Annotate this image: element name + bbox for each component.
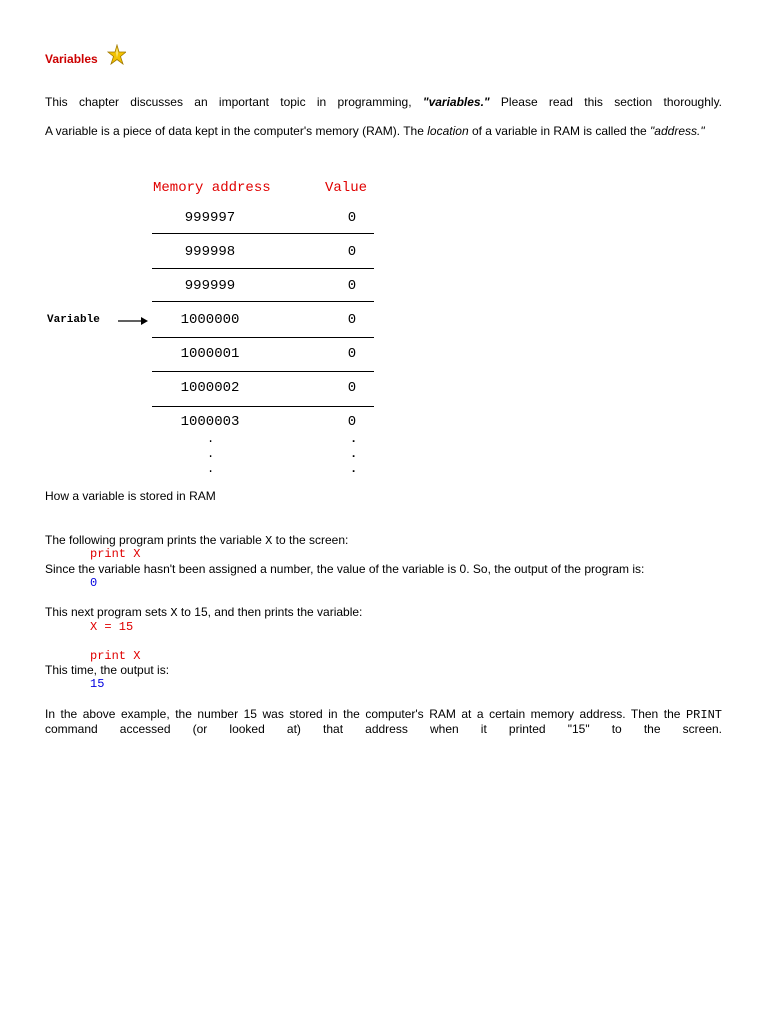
example2-explanation: This time, the output is: (45, 663, 170, 677)
variable-label: Variable (47, 314, 100, 326)
continuation-dot: . (350, 447, 358, 461)
header-value: Value (325, 180, 368, 196)
table-row-value: 0 (347, 380, 357, 396)
definition-text-2: of a variable in RAM is called the (468, 124, 651, 138)
conclusion-paragraph (45, 707, 722, 736)
table-row-address: 999998 (184, 244, 236, 260)
table-row-value: 0 (347, 346, 357, 362)
example1-explanation: Since the variable hasn't been assigned a number, the value of the variable is 0. So, the output of the program is: (45, 562, 645, 576)
table-divider (152, 233, 374, 234)
definition-text: A variable is a piece of data kept in the computer's memory (RAM). The (45, 124, 428, 138)
table-row-value: 0 (347, 312, 357, 328)
table-row-address: 999999 (184, 278, 236, 294)
continuation-dot: . (207, 447, 215, 461)
example2-output: 15 (90, 677, 105, 691)
definition-paragraph (45, 124, 722, 138)
table-divider (152, 337, 374, 338)
example2-intro (45, 605, 362, 620)
table-row-value: 0 (347, 278, 357, 294)
continuation-dot: . (350, 432, 358, 446)
table-row-address: 999997 (184, 210, 236, 226)
table-row-value: 0 (347, 414, 357, 430)
continuation-dot: . (207, 432, 215, 446)
example2-code-line1: X = 15 (90, 620, 134, 634)
table-row-address: 1000002 (180, 380, 240, 396)
table-row-address: 1000000 (180, 312, 240, 328)
example2-var: X (170, 606, 178, 620)
conclusion-text-2: command accessed (or looked at) that address when it printed "15" to the screen. (45, 722, 722, 736)
example1-intro (45, 533, 348, 548)
example1-text: The following program prints the variable (45, 533, 266, 547)
definition-location: location (427, 124, 469, 138)
arrow-right-icon (118, 314, 148, 328)
example1-output: 0 (90, 576, 98, 590)
table-row-address: 1000001 (180, 346, 240, 362)
table-row-address: 1000003 (180, 414, 240, 430)
continuation-dot: . (207, 462, 215, 476)
conclusion-command: PRINT (685, 708, 722, 722)
star-icon (104, 44, 126, 66)
intro-paragraph (45, 95, 722, 109)
table-row-value: 0 (347, 210, 357, 226)
table-row-value: 0 (347, 244, 357, 260)
definition-address: "address." (650, 124, 705, 138)
example2-text: This next program sets (45, 605, 171, 619)
example1-var: X (265, 534, 273, 548)
intro-text-end: Please read this section thoroughly. (489, 95, 723, 109)
conclusion-text: In the above example, the number 15 was stored in the computer's RAM at a certain memory address. Then the (45, 707, 686, 721)
page-title: Variables (45, 52, 98, 66)
intro-emphasis: "variables." (422, 95, 490, 109)
example1-text-end: to the screen: (272, 533, 349, 547)
table-divider (152, 371, 374, 372)
header-memory-address: Memory address (153, 180, 271, 196)
table-divider (152, 301, 374, 302)
table-divider (152, 268, 374, 269)
example1-code: print X (90, 547, 141, 561)
intro-text: This chapter discusses an important topic in programming, (45, 95, 423, 109)
continuation-dot: . (350, 462, 358, 476)
table-divider (152, 406, 374, 407)
example2-code-line2: print X (90, 649, 141, 663)
figure-caption: How a variable is stored in RAM (45, 489, 216, 503)
example2-text-end: to 15, and then prints the variable: (177, 605, 363, 619)
